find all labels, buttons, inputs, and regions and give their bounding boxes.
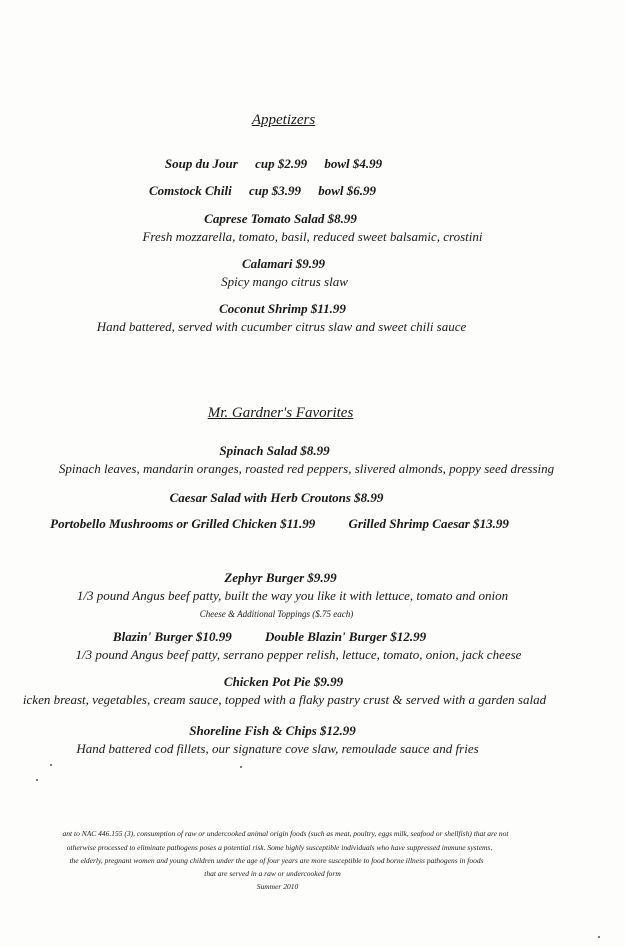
caprese-title: Caprese Tomato Salad $8.99 (204, 211, 357, 226)
coconut-shrimp-description: Hand battered, served with cucumber citrus slaw and sweet chili sauce (96, 319, 467, 334)
scan-speck (598, 936, 600, 938)
chili-name: Comstock Chili (148, 183, 232, 198)
soup-cup-price: cup $2.99 (255, 156, 308, 171)
caesar-options (0, 516, 592, 532)
disclaimer-line-2: otherwise processed to eliminate pathogens poses a potential risk. Some highly susceptible individuals who have suppressed immune systems, (66, 843, 493, 852)
calamari-description: Spicy mango citrus slaw (221, 274, 348, 289)
scan-speck (36, 779, 38, 781)
favorites-heading: Mr. Gardner's Favorites (207, 405, 354, 421)
scan-speck (50, 764, 52, 766)
blazin-burger-title: Blazin' Burger $10.99 (112, 629, 232, 644)
chicken-pot-pie-description: icken breast, vegetables, cream sauce, topped with a flaky pastry crust & served with a garden salad (22, 692, 547, 707)
grilled-shrimp-caesar-option: Grilled Shrimp Caesar $13.99 (348, 516, 509, 531)
spinach-salad-description: Spinach leaves, mandarin oranges, roasted red peppers, slivered almonds, poppy seed dressing (58, 461, 555, 476)
zephyr-burger-title: Zephyr Burger $9.99 (224, 570, 337, 585)
caesar-salad-title: Caesar Salad with Herb Croutons $8.99 (169, 490, 384, 505)
soup-name: Soup du Jour (164, 156, 238, 171)
calamari-title: Calamari $9.99 (241, 256, 326, 271)
double-blazin-burger-title: Double Blazin' Burger $12.99 (265, 629, 427, 644)
chili-bowl-price: bowl $6.99 (318, 183, 376, 198)
scan-speck (240, 766, 242, 768)
disclaimer-line-3: the elderly, pregnant women and young children under the age of four years are more susceptible to food borne illness pathogens in foods (69, 856, 484, 865)
chili-cup-price: cup $3.99 (248, 183, 301, 198)
blazin-burger-description: 1/3 pound Angus beef patty, serrano pepper relish, lettuce, tomato, onion, jack cheese (75, 647, 522, 662)
disclaimer-line-1: ant to NAC 446.155 (3), consumption of raw or undercooked animal origin foods (such as meat, poultry, eggs milk, seafood or shellfish) that are not (62, 829, 509, 838)
spinach-salad-title: Spinach Salad $8.99 (219, 443, 330, 458)
comstock-chili-item (0, 183, 575, 199)
toppings-note: Cheese & Additional Toppings ($.75 each) (199, 609, 354, 619)
fish-chips-title: Shoreline Fish & Chips $12.99 (189, 723, 356, 738)
appetizers-heading: Appetizers (251, 112, 316, 128)
soup-bowl-price: bowl $4.99 (324, 156, 383, 171)
season-label: Summer 2010 (256, 882, 299, 891)
portobello-chicken-option: Portobello Mushrooms or Grilled Chicken $11.99 (50, 516, 316, 531)
caprese-description: Fresh mozzarella, tomato, basil, reduced sweet balsamic, crostini (142, 229, 483, 244)
soup-du-jour-item (0, 156, 586, 172)
blazin-burgers (0, 629, 582, 645)
chicken-pot-pie-title: Chicken Pot Pie $9.99 (223, 674, 344, 689)
fish-chips-description: Hand battered cod fillets, our signature cove slaw, remoulade sauce and fries (76, 741, 479, 756)
coconut-shrimp-title: Coconut Shrimp $11.99 (219, 301, 346, 316)
zephyr-burger-description: 1/3 pound Angus beef patty, built the way you like it with lettuce, tomato and onion (76, 588, 509, 603)
disclaimer-line-4: that are served in a raw or undercooked form (204, 869, 341, 878)
